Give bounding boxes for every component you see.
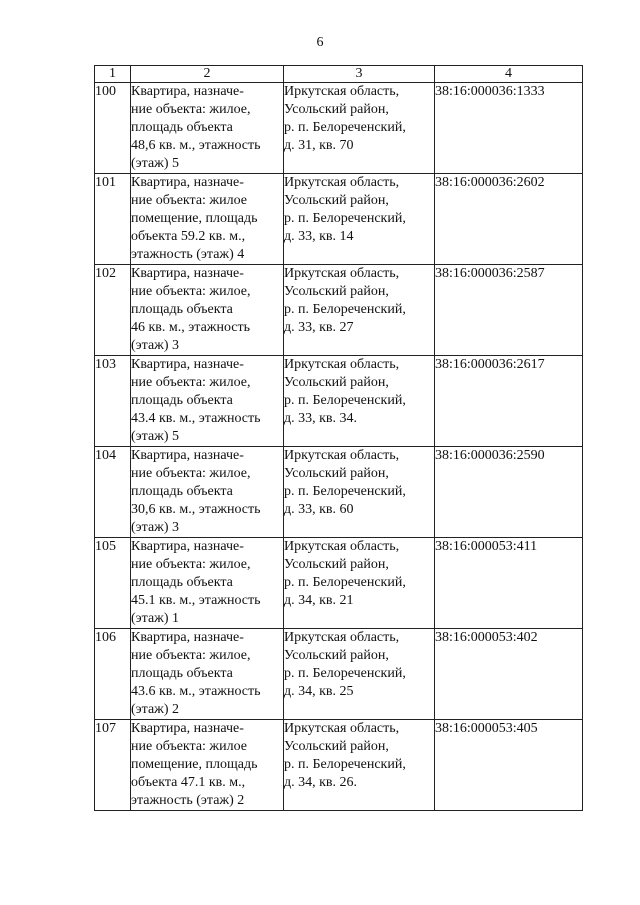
description-line: площадь объекта — [131, 484, 233, 499]
description-line: (этаж) 3 — [131, 520, 180, 535]
property-address — [284, 447, 435, 538]
property-description — [131, 447, 284, 538]
description-line: этажность (этаж) 4 — [131, 247, 245, 262]
description-line: (этаж) 2 — [131, 702, 180, 717]
property-description — [131, 83, 284, 174]
table-row — [95, 83, 583, 174]
row-number: 103 — [95, 356, 131, 447]
address-line: Иркутская область, — [284, 539, 400, 554]
table-row — [95, 629, 583, 720]
address-line: р. п. Белореченский, — [284, 575, 406, 590]
address-line: д. 33, кв. 27 — [284, 320, 354, 335]
description-line: ние объекта: жилое, — [131, 648, 251, 663]
description-line: ние объекта: жилое — [131, 193, 247, 208]
row-number: 106 — [95, 629, 131, 720]
description-line: ние объекта: жилое, — [131, 466, 251, 481]
table-row — [95, 538, 583, 629]
address-line: д. 34, кв. 25 — [284, 684, 354, 699]
description-line: ние объекта: жилое, — [131, 557, 251, 572]
address-line: Усольский район, — [284, 466, 389, 481]
description-line: ние объекта: жилое, — [131, 102, 251, 117]
address-line: р. п. Белореченский, — [284, 302, 406, 317]
address-line: Иркутская область, — [284, 357, 400, 372]
description-line: Квартира, назначе- — [131, 266, 244, 281]
description-line: объекта 59.2 кв. м., — [131, 229, 246, 244]
property-description — [131, 356, 284, 447]
description-line: объекта 47.1 кв. м., — [131, 775, 246, 790]
property-table — [94, 65, 583, 811]
cadastral-number: 38:16:000036:2617 — [435, 356, 583, 447]
row-number: 107 — [95, 720, 131, 811]
row-number: 104 — [95, 447, 131, 538]
description-line: ние объекта: жилое, — [131, 375, 251, 390]
address-line: д. 31, кв. 70 — [284, 138, 354, 153]
address-line: Усольский район, — [284, 648, 389, 663]
column-header-2: 2 — [131, 66, 284, 83]
description-line: Квартира, назначе- — [131, 630, 244, 645]
row-number: 102 — [95, 265, 131, 356]
address-line: р. п. Белореченский, — [284, 393, 406, 408]
description-line: Квартира, назначе- — [131, 84, 244, 99]
description-line: 48,6 кв. м., этажность — [131, 138, 261, 153]
address-line: Усольский район, — [284, 193, 389, 208]
property-address — [284, 538, 435, 629]
description-line: площадь объекта — [131, 666, 233, 681]
description-line: Квартира, назначе- — [131, 721, 244, 736]
property-description — [131, 538, 284, 629]
address-line: д. 33, кв. 34. — [284, 411, 358, 426]
cadastral-number: 38:16:000053:402 — [435, 629, 583, 720]
table-header-row — [95, 66, 583, 83]
property-description — [131, 629, 284, 720]
table-row — [95, 356, 583, 447]
property-address — [284, 720, 435, 811]
description-line: площадь объекта — [131, 393, 233, 408]
description-line: площадь объекта — [131, 302, 233, 317]
description-line: ние объекта: жилое — [131, 739, 247, 754]
property-address — [284, 629, 435, 720]
description-line: (этаж) 1 — [131, 611, 180, 626]
property-address — [284, 356, 435, 447]
column-header-3: 3 — [284, 66, 435, 83]
description-line: помещение, площадь — [131, 211, 258, 226]
address-line: Иркутская область, — [284, 721, 400, 736]
address-line: д. 34, кв. 26. — [284, 775, 358, 790]
row-number: 101 — [95, 174, 131, 265]
table-row — [95, 174, 583, 265]
cadastral-number: 38:16:000053:405 — [435, 720, 583, 811]
column-header-1: 1 — [95, 66, 131, 83]
address-line: д. 34, кв. 21 — [284, 593, 354, 608]
description-line: 43.4 кв. м., этажность — [131, 411, 261, 426]
address-line: Иркутская область, — [284, 448, 400, 463]
description-line: 45.1 кв. м., этажность — [131, 593, 261, 608]
description-line: ние объекта: жилое, — [131, 284, 251, 299]
property-address — [284, 83, 435, 174]
description-line: 43.6 кв. м., этажность — [131, 684, 261, 699]
description-line: (этаж) 5 — [131, 429, 180, 444]
description-line: 46 кв. м., этажность — [131, 320, 251, 335]
description-line: помещение, площадь — [131, 757, 258, 772]
address-line: Иркутская область, — [284, 630, 400, 645]
cadastral-number: 38:16:000036:2587 — [435, 265, 583, 356]
description-line: Квартира, назначе- — [131, 539, 244, 554]
description-line: 30,6 кв. м., этажность — [131, 502, 261, 517]
address-line: Иркутская область, — [284, 266, 400, 281]
address-line: Усольский район, — [284, 102, 389, 117]
table-row — [95, 447, 583, 538]
address-line: Усольский район, — [284, 557, 389, 572]
cadastral-number: 38:16:000053:411 — [435, 538, 583, 629]
row-number: 100 — [95, 83, 131, 174]
description-line: этажность (этаж) 2 — [131, 793, 245, 808]
address-line: р. п. Белореченский, — [284, 757, 406, 772]
address-line: д. 33, кв. 60 — [284, 502, 354, 517]
row-number: 105 — [95, 538, 131, 629]
property-description — [131, 720, 284, 811]
property-address — [284, 174, 435, 265]
address-line: Усольский район, — [284, 739, 389, 754]
table-row — [95, 720, 583, 811]
cadastral-number: 38:16:000036:2602 — [435, 174, 583, 265]
table-row — [95, 265, 583, 356]
address-line: р. п. Белореченский, — [284, 666, 406, 681]
description-line: (этаж) 5 — [131, 156, 180, 171]
description-line: площадь объекта — [131, 120, 233, 135]
address-line: р. п. Белореченский, — [284, 120, 406, 135]
address-line: р. п. Белореченский, — [284, 484, 406, 499]
address-line: Иркутская область, — [284, 175, 400, 190]
property-address — [284, 265, 435, 356]
description-line: Квартира, назначе- — [131, 448, 244, 463]
cadastral-number: 38:16:000036:1333 — [435, 83, 583, 174]
description-line: Квартира, назначе- — [131, 357, 244, 372]
property-description — [131, 265, 284, 356]
address-line: Усольский район, — [284, 375, 389, 390]
description-line: (этаж) 3 — [131, 338, 180, 353]
cadastral-number: 38:16:000036:2590 — [435, 447, 583, 538]
column-header-4: 4 — [435, 66, 583, 83]
address-line: Иркутская область, — [284, 84, 400, 99]
description-line: площадь объекта — [131, 575, 233, 590]
address-line: р. п. Белореченский, — [284, 211, 406, 226]
property-description — [131, 174, 284, 265]
address-line: Усольский район, — [284, 284, 389, 299]
description-line: Квартира, назначе- — [131, 175, 244, 190]
address-line: д. 33, кв. 14 — [284, 229, 354, 244]
page-number: 6 — [316, 35, 324, 50]
